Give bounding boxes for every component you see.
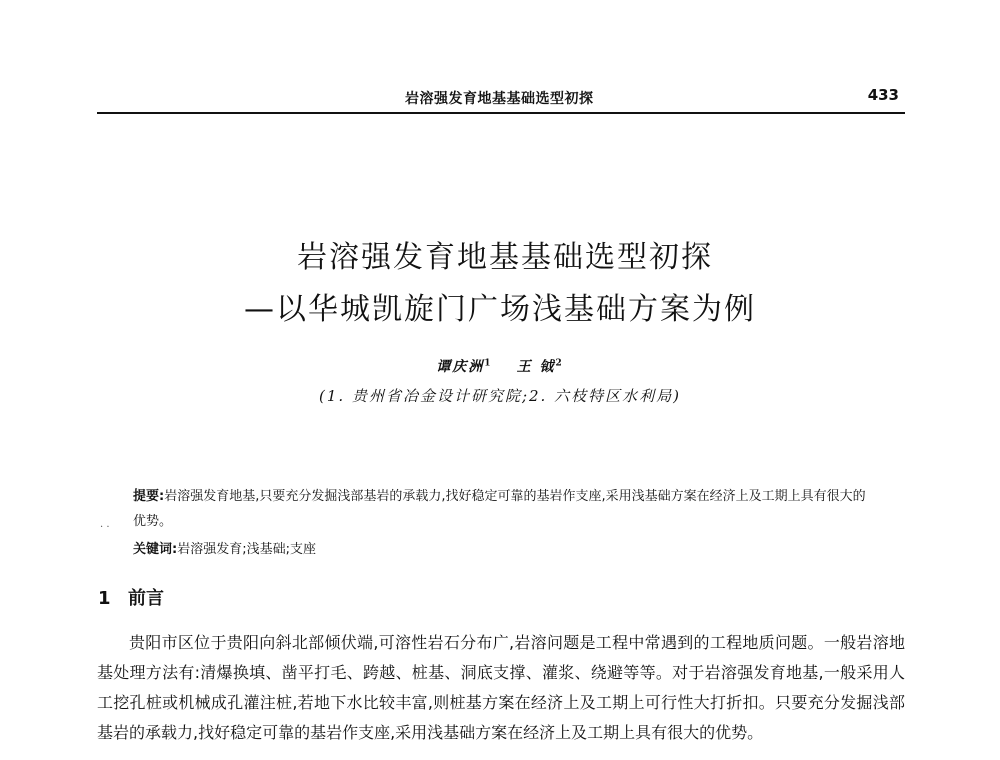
scan-speck: . . [100, 519, 110, 530]
abstract-label: 提要: [133, 489, 165, 504]
author-affiliation-mark: 1 [484, 358, 493, 369]
abstract [133, 484, 875, 534]
running-header [97, 86, 903, 108]
running-title: 岩溶强发育地基基础选型初探 [405, 91, 594, 107]
header-rule [97, 112, 905, 114]
body-text [97, 628, 905, 748]
page-number: 433 [867, 86, 899, 104]
author-name: 王 钺 [516, 359, 556, 375]
keywords [133, 538, 875, 557]
section-title: 前言 [128, 588, 164, 609]
keywords-text: 岩溶强发育;浅基础;支座 [177, 542, 316, 557]
paper-title: 岩溶强发育地基基础选型初探 [297, 240, 713, 275]
paper-subtitle: —以华城凯旋门广场浅基础方案为例 [244, 292, 756, 327]
author-affiliation-mark: 2 [555, 358, 564, 369]
keywords-label: 关键词: [133, 542, 178, 557]
author-name: 谭庆洲 [436, 359, 485, 375]
affiliation: (1. 贵州省冶金设计研究院;2. 六枝特区水利局) [319, 387, 681, 405]
abstract-text: 岩溶强发育地基,只要充分发掘浅部基岩的承载力,找好稳定可靠的基岩作支座,采用浅基础方案在经济上及工期上具有很大的优势。 [133, 489, 866, 529]
author-line [0, 356, 1000, 376]
paragraph: 贵阳市区位于贵阳向斜北部倾伏端,可溶性岩石分布广,岩溶问题是工程中常遇到的工程地质问题。一般岩溶地基处理方法有:清爆换填、凿平打毛、跨越、桩基、洞底支撑、灌浆、绕避等等。对于岩溶强发育地基,一般采用人工挖孔桩或机械成孔灌注桩,若地下水比较丰富,则桩基方案在经济上及工期上可行性大打折扣。只要充分发掘浅部基岩的承载力,找好稳定可靠的基岩作支座,采用浅基础方案在经济上及工期上具有很大的优势。 [97, 633, 905, 742]
section-number: 1 [98, 588, 111, 609]
section-heading [98, 584, 164, 610]
